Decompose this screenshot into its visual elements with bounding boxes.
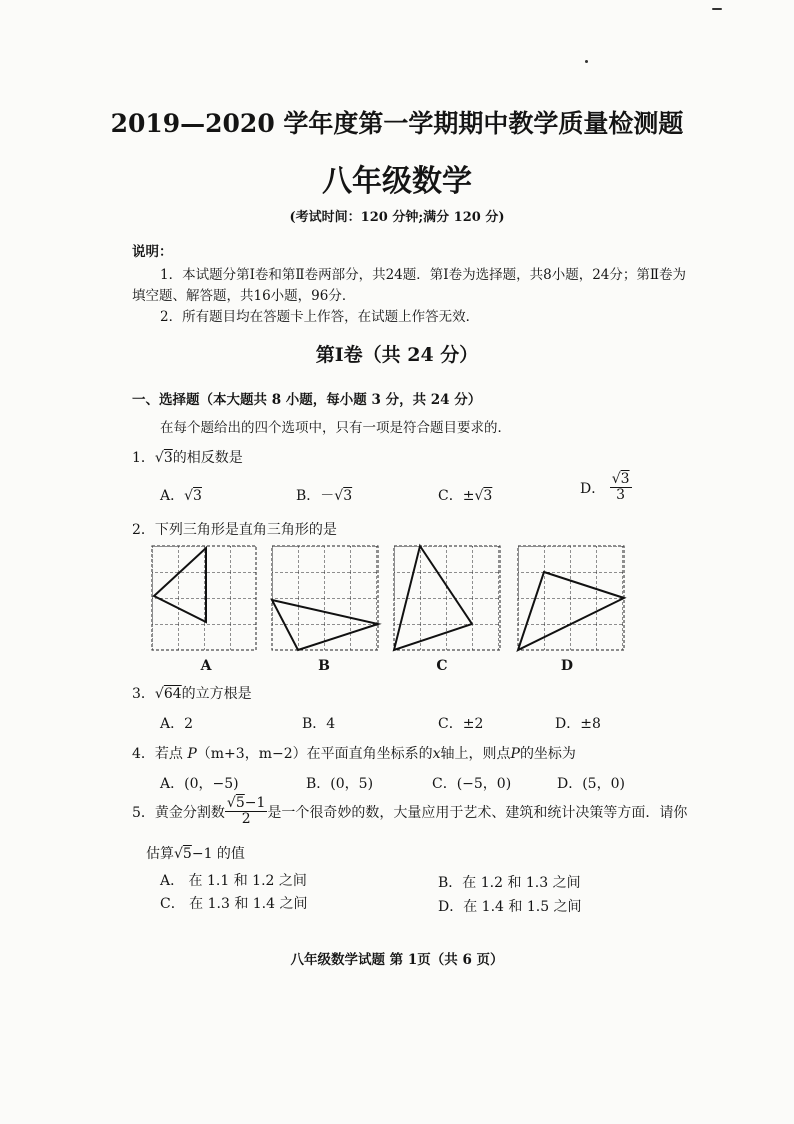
q3-option-d: D．±8 <box>555 716 601 732</box>
q3-option-b: B．4 <box>302 716 336 732</box>
figure-c <box>394 546 500 650</box>
page-footer: 八年级数学试题 第 1页（共 6 页） <box>290 952 504 968</box>
instructions-heading: 说明： <box>132 244 173 260</box>
instruction-item-1-cont: 填空题、解答题，共16小题，96分． <box>132 288 356 304</box>
figure-a <box>152 546 256 650</box>
q4-option-c: C．(−5，0) <box>432 776 512 792</box>
q5-option-d: D．在 1.4 和 1.5 之间 <box>438 899 582 915</box>
golden-ratio-fraction: $\frac{√5-1}{2}$ <box>226 795 266 828</box>
question-3-stem: 3．√64的立方根是 <box>132 686 252 702</box>
question-1-stem: 1．√3的相反数是 <box>132 450 243 466</box>
exam-title: 2019—2020 学年度第一学期期中教学质量检测题 <box>110 109 684 138</box>
q5-option-c: C． 在 1.3 和 1.4 之间 <box>160 896 308 912</box>
scan-speck <box>712 8 722 10</box>
q1-option-d: D． $\frac{√3}{3}$ <box>580 471 630 504</box>
scan-speck <box>585 60 588 63</box>
q3-option-c: C．±2 <box>438 716 484 732</box>
section-title: 第Ⅰ卷（共 24 分） <box>315 344 479 366</box>
q3-option-a: A．2 <box>160 716 194 732</box>
question-text: 的相反数是 <box>172 450 243 466</box>
q1-option-c: C．±√3 <box>438 488 493 504</box>
subject-title: 八年级数学 <box>322 164 472 199</box>
q5-option-a: A． 在 1.1 和 1.2 之间 <box>160 873 307 889</box>
instruction-item-1: 1．本试题分第Ⅰ卷和第Ⅱ卷两部分，共24题．第Ⅰ卷为选择题，共8小题，24分；第Ⅱ卷为 <box>160 267 687 283</box>
figure-b <box>272 546 378 650</box>
figure-d <box>518 546 624 650</box>
q4-option-b: B．(0，5) <box>306 776 374 792</box>
part1-heading: 一、选择题（本大题共 8 小题，每小题 3 分，共 24 分） <box>132 392 482 408</box>
q4-option-a: A．(0，−5) <box>160 776 239 792</box>
question-number: 1． <box>132 450 155 466</box>
figure-label-b: B <box>318 658 330 674</box>
figure-label-c: C <box>436 658 448 674</box>
question-2-stem: 2．下列三角形是直角三角形的是 <box>132 522 337 538</box>
q4-option-d: D．(5，0) <box>557 776 625 792</box>
figure-label-a: A <box>200 658 212 674</box>
part1-note: 在每个题给出的四个选项中，只有一项是符合题目要求的． <box>160 420 511 436</box>
question-5-line-2: 估算√5−1 的值 <box>146 846 245 862</box>
figure-label-d: D <box>560 658 574 674</box>
radicand: 3 <box>163 450 173 466</box>
triangle-figures <box>150 542 630 654</box>
q1-option-b: B．－√3 <box>296 488 353 504</box>
instruction-item-2: 2．所有题目均在答题卡上作答，在试题上作答无效． <box>160 309 480 325</box>
question-4-stem: 4．若点 P（m+3，m−2）在平面直角坐标系的x轴上，则点P的坐标为 <box>132 746 576 762</box>
q5-option-b: B．在 1.2 和 1.3 之间 <box>438 875 581 891</box>
question-5-stem: 5．黄金分割数 $\frac{√5-1}{2}$ 是一个很奇妙的数，大量应用于艺术、建筑和统计决策等方面．请你 <box>132 795 688 828</box>
fraction: $\frac{√3}{3}$ <box>611 471 630 504</box>
exam-info: (考试时间：120 分钟;满分 120 分) <box>289 210 505 225</box>
q1-option-a: A．√3 <box>160 488 202 504</box>
